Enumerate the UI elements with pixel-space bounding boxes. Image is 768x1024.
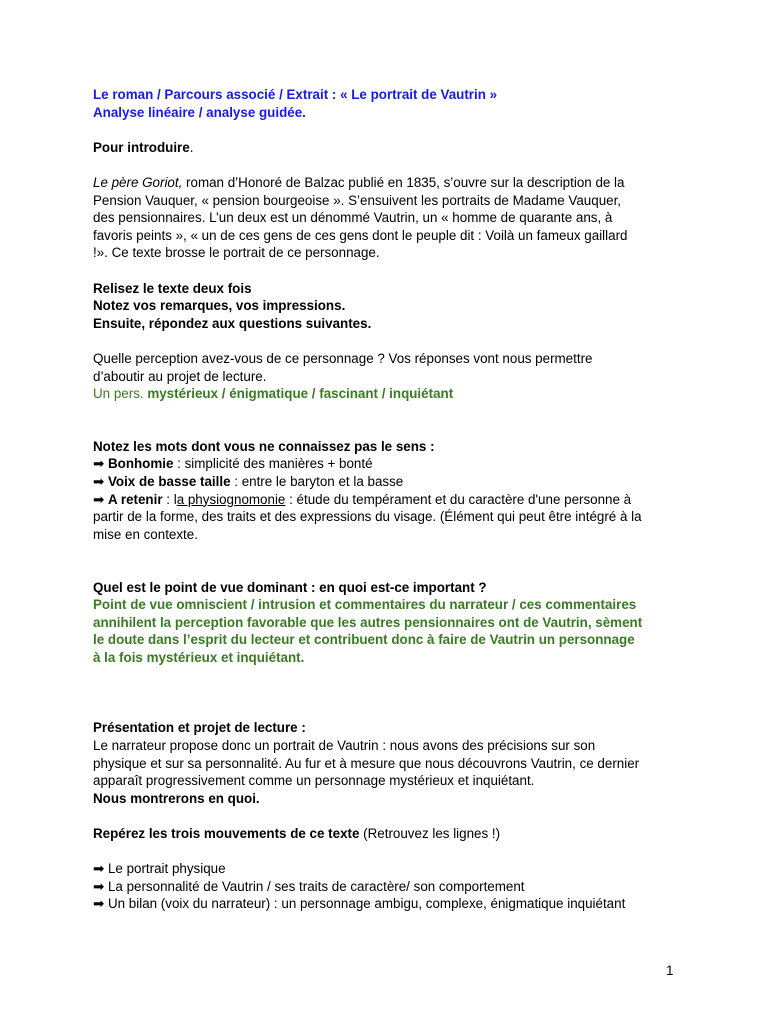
page-number: 1 xyxy=(666,963,674,978)
arrow-icon: ➡ xyxy=(93,861,105,877)
vocabulary-item: ➡ Bonhomie : simplicité des manières + bonté xyxy=(93,456,373,472)
movement-item: ➡ Le portrait physique xyxy=(93,861,226,877)
vocabulary-item: ➡ Voix de basse taille : entre le baryton et la basse xyxy=(93,474,404,490)
intro-heading-period: . xyxy=(189,139,194,155)
presentation-line: physique et sur sa personnalité. Au fur et à mesure que nous découvrons Vautrin, ce dernier xyxy=(93,755,640,771)
vocabulary-item: ➡ A retenir : la physiognomonie : étude du tempérament et du caractère d'une personne à xyxy=(93,491,632,507)
intro-line: !». Ce texte brosse le portrait de ce personnage. xyxy=(93,245,380,261)
perception-question: d’aboutir au projet de lecture. xyxy=(93,368,267,384)
intro-line: des pensionnaires. L’un deux est un dénommé Vautrin, un « homme de quarante ans, à xyxy=(93,210,613,226)
point-of-view-answer: à la fois mystérieux et inquiétant. xyxy=(93,650,305,665)
intro-line: Le père Goriot, roman d’Honoré de Balzac publié en 1835, s’ouvre sur la description de la xyxy=(93,174,625,190)
movement-item: ➡ Un bilan (voix du narrateur) : un personnage ambigu, complexe, énigmatique inquiétant xyxy=(93,896,626,912)
intro-line: Pension Vauquer, « pension bourgeoise ». S’ensuivent les portraits de Madame Vauquer, xyxy=(93,192,622,208)
book-title: Le père Goriot, xyxy=(93,174,183,190)
presentation-line: apparaît progressivement comme un personnage mystérieux et inquiétant. xyxy=(93,773,535,789)
movement-item: ➡ La personnalité de Vautrin / ses traits de caractère/ son comportement xyxy=(93,878,525,894)
intro-heading-line xyxy=(93,139,683,157)
presentation-conclusion: Nous montrerons en quoi. xyxy=(93,790,260,806)
instruction-line: Notez vos remarques, vos impressions. xyxy=(93,298,346,314)
vocabulary-heading: Notez les mots dont vous ne connaissez pas le sens : xyxy=(93,438,435,454)
arrow-icon: ➡ xyxy=(93,456,105,472)
point-of-view-question: Quel est le point de vue dominant : en quoi est-ce important ? xyxy=(93,579,487,595)
arrow-icon: ➡ xyxy=(93,878,105,894)
arrow-icon: ➡ xyxy=(93,474,105,490)
presentation-line: Le narrateur propose donc un portrait de Vautrin : nous avons des précisions sur son xyxy=(93,737,596,753)
document-subtitle: Analyse linéaire / analyse guidée. xyxy=(93,104,306,120)
document-body xyxy=(93,86,683,913)
presentation-heading: Présentation et projet de lecture : xyxy=(93,720,306,736)
point-of-view-answer: Point de vue omniscient / intrusion et commentaires du narrateur / ces commentaires xyxy=(93,597,637,613)
point-of-view-answer: le doute dans l’esprit du lecteur et contribuent donc à faire de Vautrin un personnage xyxy=(93,632,635,648)
movements-heading: Repérez les trois mouvements de ce texte (Retrouvez les lignes !) xyxy=(93,825,501,841)
arrow-icon: ➡ xyxy=(93,896,105,912)
perception-question: Quelle perception avez-vous de ce personnage ? Vos réponses vont nous permettre xyxy=(93,350,593,366)
vocabulary-item-continuation: partir de la forme, des traits et des expressions du visage. (Élément qui peut être intégré à la xyxy=(93,509,642,525)
point-of-view-answer: annihilent la perception favorable que les autres pensionnaires ont de Vautrin, sèment xyxy=(93,614,643,630)
arrow-icon: ➡ xyxy=(93,491,105,507)
intro-heading: Pour introduire xyxy=(93,139,190,155)
vocabulary-item-continuation: mise en contexte. xyxy=(93,526,198,542)
instruction-line: Ensuite, répondez aux questions suivantes. xyxy=(93,315,372,331)
perception-answer: Un pers. mystérieux / énigmatique / fascinant / inquiétant xyxy=(93,386,454,402)
document-title: Le roman / Parcours associé / Extrait : « Le portrait de Vautrin » xyxy=(93,87,498,102)
intro-line: favoris peints », « un de ces gens de ces gens dont le peuple dit : Voilà un fameux gaillard xyxy=(93,227,628,243)
instruction-line: Relisez le texte deux fois xyxy=(93,280,252,296)
